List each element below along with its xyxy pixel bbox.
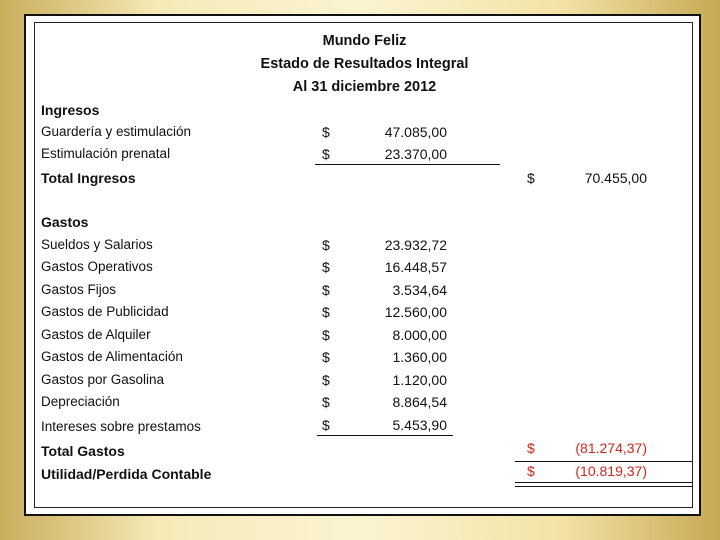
expense-item-label: Gastos de Alquiler xyxy=(41,327,151,342)
result-label: Utilidad/Perdida Contable xyxy=(41,466,212,482)
result-double-underline-bottom xyxy=(515,486,693,487)
income-total-label: Total Ingresos xyxy=(41,170,136,186)
expense-item-currency: $ xyxy=(322,237,330,253)
result-amount: (10.819,37) xyxy=(575,463,647,479)
expense-subtotal-underline xyxy=(317,435,453,436)
result-double-underline-top xyxy=(515,482,693,483)
expense-total-currency: $ xyxy=(527,440,535,456)
income-item-amount: 47.085,00 xyxy=(384,124,447,140)
income-item-currency: $ xyxy=(322,124,330,140)
income-item-label: Guardería y estimulación xyxy=(41,124,192,139)
expense-item-amount: 8.864,54 xyxy=(392,394,447,410)
result-currency: $ xyxy=(527,463,535,479)
expense-item-currency: $ xyxy=(322,304,330,320)
income-total-amount: 70.455,00 xyxy=(584,170,647,186)
company-name: Mundo Feliz xyxy=(322,33,407,49)
income-statement-sheet xyxy=(34,22,693,508)
expense-item-amount: 8.000,00 xyxy=(392,327,447,343)
expense-item-amount: 1.360,00 xyxy=(392,349,447,365)
expense-item-currency: $ xyxy=(322,282,330,298)
income-item-currency: $ xyxy=(322,146,330,162)
expense-total-amount: (81.274,37) xyxy=(575,440,647,456)
expense-item-currency: $ xyxy=(322,349,330,365)
income-total-currency: $ xyxy=(527,170,535,186)
document-frame xyxy=(24,14,701,516)
total-underline xyxy=(515,461,693,462)
expense-item-currency: $ xyxy=(322,327,330,343)
expense-item-label: Gastos de Alimentación xyxy=(41,349,183,364)
expense-item-currency: $ xyxy=(322,372,330,388)
expense-item-label: Gastos por Gasolina xyxy=(41,372,165,387)
expense-item-currency: $ xyxy=(322,394,330,410)
expense-item-label: Sueldos y Salarios xyxy=(41,237,153,252)
income-section-label: Ingresos xyxy=(41,102,100,118)
expense-item-currency: $ xyxy=(322,259,330,275)
statement-date: Al 31 diciembre 2012 xyxy=(292,79,437,95)
expense-item-label: Depreciación xyxy=(41,394,120,409)
expense-item-amount: 3.534,64 xyxy=(392,282,447,298)
expense-total-label: Total Gastos xyxy=(41,443,125,459)
expense-item-label: Gastos Operativos xyxy=(41,259,153,274)
expense-section-label: Gastos xyxy=(41,214,89,230)
expense-item-label: Gastos de Publicidad xyxy=(41,304,169,319)
expense-item-amount: 5.453,90 xyxy=(392,417,447,433)
expense-item-amount: 12.560,00 xyxy=(384,304,447,320)
expense-item-amount: 23.932,72 xyxy=(384,237,447,253)
statement-title: Estado de Resultados Integral xyxy=(260,56,469,72)
expense-item-currency: $ xyxy=(322,417,330,433)
expense-item-amount: 1.120,00 xyxy=(392,372,447,388)
income-item-amount: 23.370,00 xyxy=(384,146,447,162)
expense-item-amount: 16.448,57 xyxy=(384,259,447,275)
income-item-label: Estimulación prenatal xyxy=(41,146,171,161)
subtotal-underline xyxy=(315,164,500,165)
expense-item-label: Intereses sobre prestamos xyxy=(41,419,201,434)
expense-item-label: Gastos Fijos xyxy=(41,282,117,297)
